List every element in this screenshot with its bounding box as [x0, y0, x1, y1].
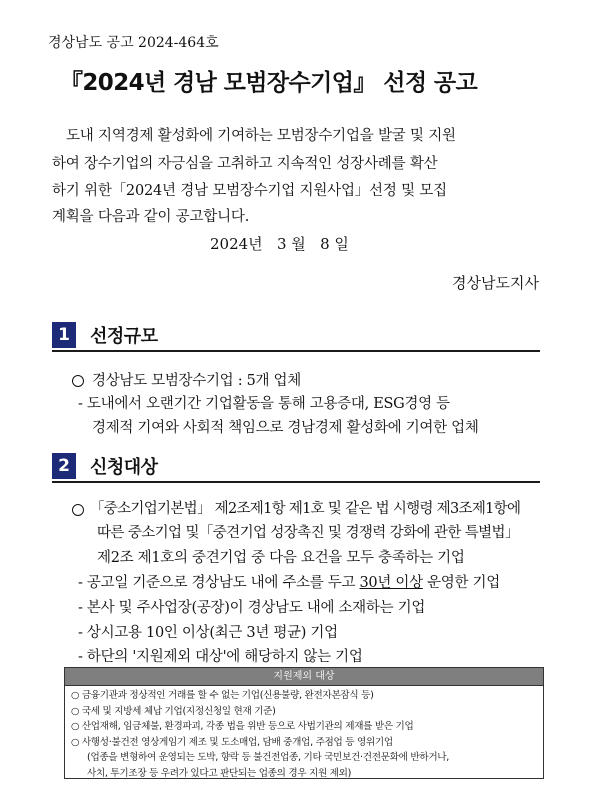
exclusion-item: ○ 산업재해, 임금체불, 환경파괴, 각종 법을 위반 등으로 사법기관의 제재를 받은 기업: [71, 721, 414, 732]
exclusion-box: [64, 667, 544, 779]
circle-bullet-icon: [72, 375, 84, 387]
section-1-rule: [52, 350, 540, 352]
section-2-title: 신청대상: [90, 457, 158, 478]
intro-line-3: 하기 위한「2024년 경남 모범장수기업 지원사업」선정 및 모집: [52, 183, 447, 199]
section-2-rule: [52, 481, 540, 483]
exclusion-item: ○ 금융기관과 정상적인 거래를 할 수 없는 기업(신용불량, 완전자본잠식 등): [71, 690, 374, 701]
notice-number: 경상남도 공고 2024-464호: [48, 35, 219, 51]
section-1-sub-line-2: 경제적 기여와 사회적 책임으로 경남경제 활성화에 기여한 업체: [92, 420, 479, 436]
requirement-4: - 하단의 '지원제외 대상'에 해당하지 않는 기업: [78, 649, 363, 665]
section-2-number: 2: [52, 453, 76, 479]
notice-date: 2024년 3 월 8 일: [210, 235, 349, 253]
exclusion-item: ○ 국세 및 지방세 체납 기업(지정신청일 현재 기준): [71, 705, 276, 717]
section-2-bullet-line-1: 「중소기업기본법」 제2조제1항 제1호 및 같은 법 시행령 제3조제1항에: [90, 501, 521, 517]
intro-line-1: 도내 지역경제 활성화에 기여하는 모범장수기업을 발굴 및 지원: [66, 128, 456, 144]
requirement-1: - 공고일 기준으로 경상남도 내에 주소를 두고 30년 이상 운영한 기업: [78, 575, 500, 591]
exclusion-box-header: 지원제외 대상: [65, 668, 543, 686]
page-title: 『2024년 경남 모범장수기업』 선정 공고: [60, 70, 478, 96]
intro-line-2: 하여 장수기업의 자긍심을 고취하고 지속적인 성장사례를 확산: [52, 156, 438, 172]
section-1-title: 선정규모: [90, 326, 158, 347]
requirement-2: - 본사 및 주사업장(공장)이 경상남도 내에 소재하는 기업: [78, 600, 426, 616]
section-1-sub-line-1: - 도내에서 오랜기간 기업활동을 통해 고용증대, ESG경영 등: [78, 396, 450, 412]
section-1-number: 1: [52, 322, 76, 348]
intro-line-4: 계획을 다음과 같이 공고합니다.: [52, 209, 250, 225]
circle-bullet-icon: [72, 504, 84, 516]
signer: 경상남도지사: [452, 274, 539, 292]
exclusion-item-note: (업종을 변형하여 운영되는 도박, 향락 등 불건전업종, 기타 국민보건·건전문화에 반하거나,: [87, 752, 450, 763]
requirement-1-highlight: 30년 이상: [359, 575, 423, 591]
section-2-bullet-line-3: 제2조 제1호의 중견기업 중 다음 요건을 모두 충족하는 기업: [97, 550, 465, 566]
exclusion-item: ○ 사행성·불건전 영상게임기 제조 및 도소매업, 담배 중개업, 주점업 등 영위기업: [71, 736, 393, 748]
exclusion-item-note: 사치, 투기조장 등 우려가 있다고 판단되는 업종의 경우 지원 제외): [87, 767, 352, 779]
section-1-bullet: 경상남도 모범장수기업 : 5개 업체: [92, 373, 301, 389]
requirement-3: - 상시고용 10인 이상(최근 3년 평균) 기업: [78, 625, 338, 641]
section-2-bullet-line-2: 따른 중소기업 및「중견기업 성장촉진 및 경쟁력 강화에 관한 특별법」: [97, 525, 519, 541]
